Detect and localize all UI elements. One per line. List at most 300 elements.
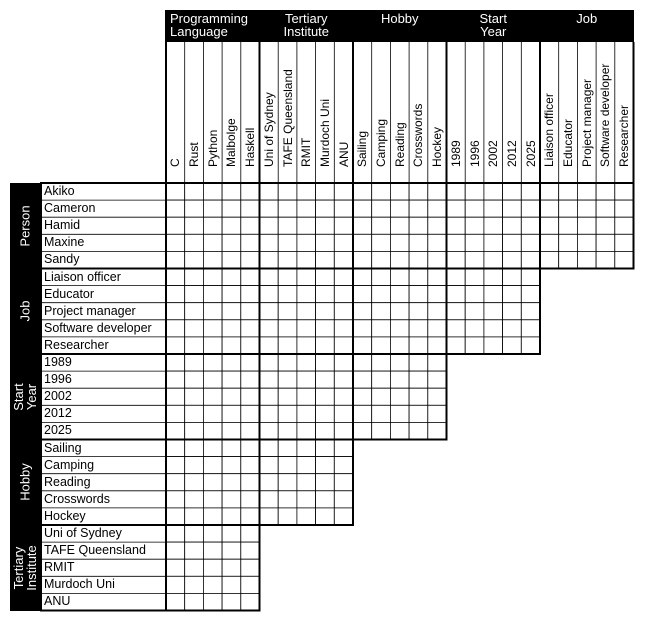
grid-cell[interactable] bbox=[297, 422, 316, 439]
grid-cell[interactable] bbox=[278, 371, 297, 388]
grid-cell[interactable] bbox=[428, 371, 447, 388]
grid-cell[interactable] bbox=[297, 337, 316, 354]
grid-cell[interactable] bbox=[428, 183, 447, 200]
grid-cell[interactable] bbox=[166, 593, 185, 610]
grid-cell[interactable] bbox=[334, 269, 353, 286]
grid-cell[interactable] bbox=[222, 405, 241, 422]
grid-cell[interactable] bbox=[166, 269, 185, 286]
grid-cell[interactable] bbox=[521, 303, 540, 320]
grid-cell[interactable] bbox=[222, 474, 241, 491]
grid-cell[interactable] bbox=[615, 251, 634, 268]
grid-cell[interactable] bbox=[166, 183, 185, 200]
grid-cell[interactable] bbox=[241, 508, 260, 525]
grid-cell[interactable] bbox=[222, 508, 241, 525]
grid-cell[interactable] bbox=[503, 286, 522, 303]
grid-cell[interactable] bbox=[185, 559, 204, 576]
grid-cell[interactable] bbox=[465, 269, 484, 286]
grid-cell[interactable] bbox=[372, 388, 391, 405]
grid-cell[interactable] bbox=[447, 320, 466, 337]
grid-cell[interactable] bbox=[241, 405, 260, 422]
grid-cell[interactable] bbox=[577, 217, 596, 234]
grid-cell[interactable] bbox=[166, 234, 185, 251]
grid-cell[interactable] bbox=[297, 286, 316, 303]
grid-cell[interactable] bbox=[316, 422, 335, 439]
grid-cell[interactable] bbox=[297, 388, 316, 405]
grid-cell[interactable] bbox=[278, 337, 297, 354]
grid-cell[interactable] bbox=[409, 183, 428, 200]
grid-cell[interactable] bbox=[409, 286, 428, 303]
grid-cell[interactable] bbox=[260, 405, 279, 422]
grid-cell[interactable] bbox=[203, 269, 222, 286]
grid-cell[interactable] bbox=[185, 525, 204, 542]
grid-cell[interactable] bbox=[241, 457, 260, 474]
grid-cell[interactable] bbox=[316, 251, 335, 268]
grid-cell[interactable] bbox=[297, 200, 316, 217]
grid-cell[interactable] bbox=[241, 286, 260, 303]
grid-cell[interactable] bbox=[203, 440, 222, 457]
grid-cell[interactable] bbox=[241, 559, 260, 576]
grid-cell[interactable] bbox=[278, 508, 297, 525]
grid-cell[interactable] bbox=[260, 388, 279, 405]
grid-cell[interactable] bbox=[503, 183, 522, 200]
grid-cell[interactable] bbox=[409, 251, 428, 268]
grid-cell[interactable] bbox=[185, 234, 204, 251]
grid-cell[interactable] bbox=[521, 251, 540, 268]
grid-cell[interactable] bbox=[521, 269, 540, 286]
grid-cell[interactable] bbox=[409, 405, 428, 422]
grid-cell[interactable] bbox=[316, 388, 335, 405]
grid-cell[interactable] bbox=[559, 200, 578, 217]
grid-cell[interactable] bbox=[241, 440, 260, 457]
grid-cell[interactable] bbox=[390, 251, 409, 268]
grid-cell[interactable] bbox=[297, 491, 316, 508]
grid-cell[interactable] bbox=[372, 337, 391, 354]
grid-cell[interactable] bbox=[596, 234, 615, 251]
grid-cell[interactable] bbox=[334, 405, 353, 422]
grid-cell[interactable] bbox=[316, 286, 335, 303]
grid-cell[interactable] bbox=[409, 234, 428, 251]
grid-cell[interactable] bbox=[316, 474, 335, 491]
grid-cell[interactable] bbox=[615, 217, 634, 234]
grid-cell[interactable] bbox=[297, 303, 316, 320]
grid-cell[interactable] bbox=[203, 542, 222, 559]
grid-cell[interactable] bbox=[334, 251, 353, 268]
grid-cell[interactable] bbox=[521, 183, 540, 200]
grid-cell[interactable] bbox=[484, 217, 503, 234]
grid-cell[interactable] bbox=[353, 354, 372, 371]
grid-cell[interactable] bbox=[260, 371, 279, 388]
grid-cell[interactable] bbox=[334, 303, 353, 320]
grid-cell[interactable] bbox=[316, 440, 335, 457]
grid-cell[interactable] bbox=[390, 354, 409, 371]
grid-cell[interactable] bbox=[166, 422, 185, 439]
grid-cell[interactable] bbox=[372, 320, 391, 337]
grid-cell[interactable] bbox=[484, 269, 503, 286]
grid-cell[interactable] bbox=[447, 303, 466, 320]
grid-cell[interactable] bbox=[409, 269, 428, 286]
grid-cell[interactable] bbox=[222, 251, 241, 268]
grid-cell[interactable] bbox=[447, 183, 466, 200]
grid-cell[interactable] bbox=[334, 354, 353, 371]
grid-cell[interactable] bbox=[540, 183, 559, 200]
grid-cell[interactable] bbox=[185, 337, 204, 354]
grid-cell[interactable] bbox=[203, 200, 222, 217]
grid-cell[interactable] bbox=[166, 491, 185, 508]
grid-cell[interactable] bbox=[353, 388, 372, 405]
grid-cell[interactable] bbox=[297, 320, 316, 337]
grid-cell[interactable] bbox=[372, 405, 391, 422]
grid-cell[interactable] bbox=[278, 388, 297, 405]
grid-cell[interactable] bbox=[185, 217, 204, 234]
grid-cell[interactable] bbox=[166, 217, 185, 234]
grid-cell[interactable] bbox=[334, 200, 353, 217]
grid-cell[interactable] bbox=[185, 354, 204, 371]
grid-cell[interactable] bbox=[390, 286, 409, 303]
grid-cell[interactable] bbox=[297, 251, 316, 268]
grid-cell[interactable] bbox=[203, 286, 222, 303]
grid-cell[interactable] bbox=[390, 422, 409, 439]
grid-cell[interactable] bbox=[372, 251, 391, 268]
grid-cell[interactable] bbox=[447, 234, 466, 251]
grid-cell[interactable] bbox=[222, 576, 241, 593]
grid-cell[interactable] bbox=[521, 320, 540, 337]
grid-cell[interactable] bbox=[241, 251, 260, 268]
grid-cell[interactable] bbox=[203, 508, 222, 525]
grid-cell[interactable] bbox=[559, 234, 578, 251]
grid-cell[interactable] bbox=[615, 183, 634, 200]
grid-cell[interactable] bbox=[297, 405, 316, 422]
grid-cell[interactable] bbox=[559, 217, 578, 234]
grid-cell[interactable] bbox=[577, 183, 596, 200]
grid-cell[interactable] bbox=[409, 217, 428, 234]
grid-cell[interactable] bbox=[353, 303, 372, 320]
grid-cell[interactable] bbox=[241, 269, 260, 286]
grid-cell[interactable] bbox=[428, 405, 447, 422]
grid-cell[interactable] bbox=[334, 234, 353, 251]
grid-cell[interactable] bbox=[353, 405, 372, 422]
grid-cell[interactable] bbox=[241, 320, 260, 337]
grid-cell[interactable] bbox=[260, 354, 279, 371]
grid-cell[interactable] bbox=[372, 354, 391, 371]
grid-cell[interactable] bbox=[559, 183, 578, 200]
grid-cell[interactable] bbox=[241, 576, 260, 593]
grid-cell[interactable] bbox=[521, 234, 540, 251]
grid-cell[interactable] bbox=[222, 388, 241, 405]
grid-cell[interactable] bbox=[316, 320, 335, 337]
grid-cell[interactable] bbox=[577, 234, 596, 251]
grid-cell[interactable] bbox=[428, 388, 447, 405]
grid-cell[interactable] bbox=[316, 508, 335, 525]
grid-cell[interactable] bbox=[353, 371, 372, 388]
grid-cell[interactable] bbox=[241, 354, 260, 371]
grid-cell[interactable] bbox=[278, 354, 297, 371]
grid-cell[interactable] bbox=[278, 440, 297, 457]
grid-cell[interactable] bbox=[353, 337, 372, 354]
grid-cell[interactable] bbox=[334, 320, 353, 337]
grid-cell[interactable] bbox=[353, 234, 372, 251]
grid-cell[interactable] bbox=[260, 234, 279, 251]
grid-cell[interactable] bbox=[409, 303, 428, 320]
grid-cell[interactable] bbox=[278, 200, 297, 217]
grid-cell[interactable] bbox=[372, 217, 391, 234]
grid-cell[interactable] bbox=[278, 269, 297, 286]
grid-cell[interactable] bbox=[316, 337, 335, 354]
grid-cell[interactable] bbox=[316, 371, 335, 388]
grid-cell[interactable] bbox=[222, 457, 241, 474]
grid-cell[interactable] bbox=[390, 234, 409, 251]
grid-cell[interactable] bbox=[409, 371, 428, 388]
grid-cell[interactable] bbox=[222, 559, 241, 576]
grid-cell[interactable] bbox=[185, 269, 204, 286]
grid-cell[interactable] bbox=[521, 217, 540, 234]
grid-cell[interactable] bbox=[260, 217, 279, 234]
grid-cell[interactable] bbox=[185, 440, 204, 457]
grid-cell[interactable] bbox=[203, 405, 222, 422]
grid-cell[interactable] bbox=[260, 474, 279, 491]
grid-cell[interactable] bbox=[465, 234, 484, 251]
grid-cell[interactable] bbox=[428, 303, 447, 320]
grid-cell[interactable] bbox=[409, 337, 428, 354]
grid-cell[interactable] bbox=[260, 508, 279, 525]
grid-cell[interactable] bbox=[372, 200, 391, 217]
grid-cell[interactable] bbox=[503, 234, 522, 251]
grid-cell[interactable] bbox=[166, 525, 185, 542]
grid-cell[interactable] bbox=[447, 251, 466, 268]
grid-cell[interactable] bbox=[203, 525, 222, 542]
grid-cell[interactable] bbox=[166, 371, 185, 388]
grid-cell[interactable] bbox=[428, 320, 447, 337]
grid-cell[interactable] bbox=[222, 491, 241, 508]
grid-cell[interactable] bbox=[540, 217, 559, 234]
grid-cell[interactable] bbox=[316, 457, 335, 474]
grid-cell[interactable] bbox=[465, 251, 484, 268]
grid-cell[interactable] bbox=[465, 183, 484, 200]
grid-cell[interactable] bbox=[596, 200, 615, 217]
grid-cell[interactable] bbox=[353, 217, 372, 234]
grid-cell[interactable] bbox=[222, 269, 241, 286]
grid-cell[interactable] bbox=[521, 286, 540, 303]
grid-cell[interactable] bbox=[503, 217, 522, 234]
grid-cell[interactable] bbox=[559, 251, 578, 268]
grid-cell[interactable] bbox=[185, 474, 204, 491]
grid-cell[interactable] bbox=[241, 200, 260, 217]
grid-cell[interactable] bbox=[185, 405, 204, 422]
grid-cell[interactable] bbox=[203, 457, 222, 474]
grid-cell[interactable] bbox=[260, 251, 279, 268]
grid-cell[interactable] bbox=[428, 200, 447, 217]
grid-cell[interactable] bbox=[166, 508, 185, 525]
grid-cell[interactable] bbox=[260, 422, 279, 439]
grid-cell[interactable] bbox=[334, 217, 353, 234]
grid-cell[interactable] bbox=[428, 286, 447, 303]
grid-cell[interactable] bbox=[260, 269, 279, 286]
grid-cell[interactable] bbox=[484, 320, 503, 337]
grid-cell[interactable] bbox=[260, 457, 279, 474]
grid-cell[interactable] bbox=[166, 200, 185, 217]
grid-cell[interactable] bbox=[297, 457, 316, 474]
grid-cell[interactable] bbox=[222, 200, 241, 217]
grid-cell[interactable] bbox=[241, 303, 260, 320]
grid-cell[interactable] bbox=[278, 474, 297, 491]
grid-cell[interactable] bbox=[203, 251, 222, 268]
grid-cell[interactable] bbox=[278, 457, 297, 474]
grid-cell[interactable] bbox=[390, 183, 409, 200]
grid-cell[interactable] bbox=[390, 371, 409, 388]
grid-cell[interactable] bbox=[372, 183, 391, 200]
grid-cell[interactable] bbox=[278, 320, 297, 337]
grid-cell[interactable] bbox=[390, 337, 409, 354]
grid-cell[interactable] bbox=[577, 200, 596, 217]
grid-cell[interactable] bbox=[278, 234, 297, 251]
grid-cell[interactable] bbox=[203, 593, 222, 610]
grid-cell[interactable] bbox=[297, 183, 316, 200]
grid-cell[interactable] bbox=[409, 354, 428, 371]
grid-cell[interactable] bbox=[297, 508, 316, 525]
grid-cell[interactable] bbox=[241, 491, 260, 508]
grid-cell[interactable] bbox=[166, 337, 185, 354]
grid-cell[interactable] bbox=[484, 183, 503, 200]
grid-cell[interactable] bbox=[484, 286, 503, 303]
grid-cell[interactable] bbox=[316, 234, 335, 251]
grid-cell[interactable] bbox=[166, 286, 185, 303]
grid-cell[interactable] bbox=[372, 286, 391, 303]
grid-cell[interactable] bbox=[203, 491, 222, 508]
grid-cell[interactable] bbox=[372, 269, 391, 286]
grid-cell[interactable] bbox=[241, 542, 260, 559]
grid-cell[interactable] bbox=[390, 217, 409, 234]
grid-cell[interactable] bbox=[166, 354, 185, 371]
grid-cell[interactable] bbox=[390, 303, 409, 320]
grid-cell[interactable] bbox=[353, 320, 372, 337]
grid-cell[interactable] bbox=[241, 183, 260, 200]
grid-cell[interactable] bbox=[241, 474, 260, 491]
grid-cell[interactable] bbox=[428, 337, 447, 354]
grid-cell[interactable] bbox=[297, 354, 316, 371]
grid-cell[interactable] bbox=[278, 251, 297, 268]
grid-cell[interactable] bbox=[166, 542, 185, 559]
grid-cell[interactable] bbox=[185, 508, 204, 525]
grid-cell[interactable] bbox=[222, 303, 241, 320]
grid-cell[interactable] bbox=[428, 354, 447, 371]
grid-cell[interactable] bbox=[185, 251, 204, 268]
grid-cell[interactable] bbox=[447, 217, 466, 234]
grid-cell[interactable] bbox=[166, 320, 185, 337]
grid-cell[interactable] bbox=[316, 405, 335, 422]
grid-cell[interactable] bbox=[222, 440, 241, 457]
grid-cell[interactable] bbox=[185, 371, 204, 388]
grid-cell[interactable] bbox=[353, 286, 372, 303]
grid-cell[interactable] bbox=[222, 422, 241, 439]
grid-cell[interactable] bbox=[316, 200, 335, 217]
grid-cell[interactable] bbox=[241, 337, 260, 354]
grid-cell[interactable] bbox=[203, 559, 222, 576]
grid-cell[interactable] bbox=[521, 200, 540, 217]
grid-cell[interactable] bbox=[503, 251, 522, 268]
grid-cell[interactable] bbox=[203, 354, 222, 371]
grid-cell[interactable] bbox=[278, 422, 297, 439]
grid-cell[interactable] bbox=[297, 217, 316, 234]
grid-cell[interactable] bbox=[203, 371, 222, 388]
grid-cell[interactable] bbox=[222, 234, 241, 251]
grid-cell[interactable] bbox=[185, 593, 204, 610]
grid-cell[interactable] bbox=[465, 200, 484, 217]
grid-cell[interactable] bbox=[540, 200, 559, 217]
grid-cell[interactable] bbox=[484, 303, 503, 320]
grid-cell[interactable] bbox=[203, 388, 222, 405]
grid-cell[interactable] bbox=[334, 286, 353, 303]
grid-cell[interactable] bbox=[185, 388, 204, 405]
grid-cell[interactable] bbox=[260, 320, 279, 337]
grid-cell[interactable] bbox=[203, 217, 222, 234]
grid-cell[interactable] bbox=[222, 593, 241, 610]
grid-cell[interactable] bbox=[297, 371, 316, 388]
grid-cell[interactable] bbox=[540, 234, 559, 251]
grid-cell[interactable] bbox=[428, 217, 447, 234]
grid-cell[interactable] bbox=[222, 320, 241, 337]
grid-cell[interactable] bbox=[260, 183, 279, 200]
grid-cell[interactable] bbox=[503, 320, 522, 337]
grid-cell[interactable] bbox=[241, 525, 260, 542]
grid-cell[interactable] bbox=[297, 269, 316, 286]
grid-cell[interactable] bbox=[334, 422, 353, 439]
grid-cell[interactable] bbox=[185, 183, 204, 200]
grid-cell[interactable] bbox=[577, 251, 596, 268]
grid-cell[interactable] bbox=[447, 269, 466, 286]
grid-cell[interactable] bbox=[372, 371, 391, 388]
grid-cell[interactable] bbox=[203, 303, 222, 320]
grid-cell[interactable] bbox=[409, 388, 428, 405]
grid-cell[interactable] bbox=[521, 337, 540, 354]
grid-cell[interactable] bbox=[203, 183, 222, 200]
grid-cell[interactable] bbox=[222, 525, 241, 542]
grid-cell[interactable] bbox=[185, 576, 204, 593]
grid-cell[interactable] bbox=[241, 422, 260, 439]
grid-cell[interactable] bbox=[278, 491, 297, 508]
grid-cell[interactable] bbox=[353, 200, 372, 217]
grid-cell[interactable] bbox=[428, 269, 447, 286]
grid-cell[interactable] bbox=[316, 491, 335, 508]
grid-cell[interactable] bbox=[390, 405, 409, 422]
grid-cell[interactable] bbox=[390, 388, 409, 405]
grid-cell[interactable] bbox=[390, 200, 409, 217]
grid-cell[interactable] bbox=[484, 234, 503, 251]
grid-cell[interactable] bbox=[465, 337, 484, 354]
grid-cell[interactable] bbox=[241, 593, 260, 610]
grid-cell[interactable] bbox=[166, 457, 185, 474]
grid-cell[interactable] bbox=[222, 183, 241, 200]
grid-cell[interactable] bbox=[260, 440, 279, 457]
grid-cell[interactable] bbox=[484, 251, 503, 268]
grid-cell[interactable] bbox=[260, 337, 279, 354]
grid-cell[interactable] bbox=[596, 217, 615, 234]
grid-cell[interactable] bbox=[465, 217, 484, 234]
grid-cell[interactable] bbox=[503, 303, 522, 320]
grid-cell[interactable] bbox=[166, 559, 185, 576]
grid-cell[interactable] bbox=[166, 405, 185, 422]
grid-cell[interactable] bbox=[353, 269, 372, 286]
grid-cell[interactable] bbox=[334, 388, 353, 405]
grid-cell[interactable] bbox=[241, 217, 260, 234]
grid-cell[interactable] bbox=[334, 457, 353, 474]
grid-cell[interactable] bbox=[278, 183, 297, 200]
grid-cell[interactable] bbox=[428, 422, 447, 439]
grid-cell[interactable] bbox=[278, 303, 297, 320]
grid-cell[interactable] bbox=[615, 234, 634, 251]
grid-cell[interactable] bbox=[241, 371, 260, 388]
grid-cell[interactable] bbox=[185, 457, 204, 474]
grid-cell[interactable] bbox=[409, 320, 428, 337]
grid-cell[interactable] bbox=[260, 286, 279, 303]
